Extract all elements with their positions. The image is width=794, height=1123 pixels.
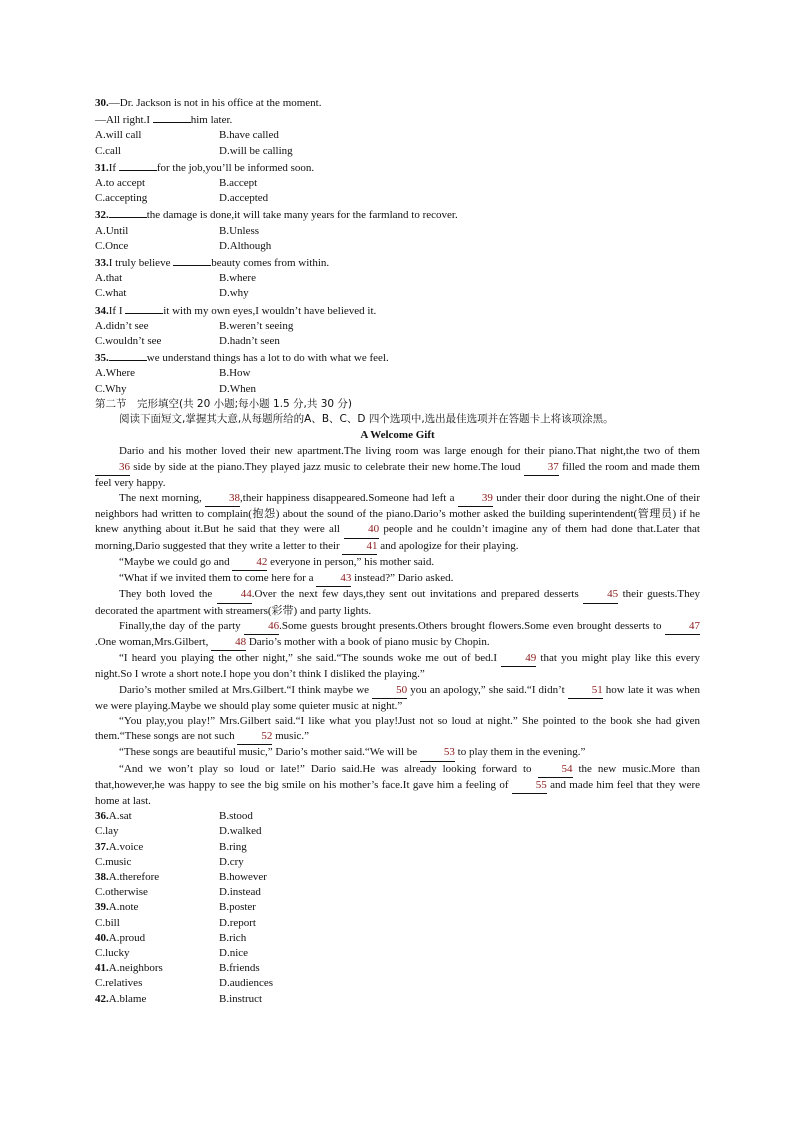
- blank-44[interactable]: 44: [217, 587, 252, 603]
- option-b[interactable]: B.where: [219, 272, 256, 285]
- question-stem: for the job,you’ll be informed soon.: [156, 161, 315, 174]
- blank-50[interactable]: 50: [372, 683, 407, 699]
- question-37: [95, 840, 700, 870]
- option-d[interactable]: D.instead: [219, 886, 261, 899]
- passage-paragraph: Dario’s mother smiled at Mrs.Gilbert.“I think maybe we 50 you an apology,” she said.“I didn’t 51 how late it was when we were playing.Maybe we should play some quieter music at night.”: [95, 683, 700, 712]
- passage-paragraph: “Maybe we could go and 42 everyone in person,” his mother said.: [95, 555, 700, 571]
- exam-page: [95, 96, 700, 1007]
- question-stem: it with my own eyes,I wouldn’t have believed it.: [163, 304, 377, 317]
- option-c[interactable]: C.relatives: [95, 977, 143, 990]
- blank-55[interactable]: 55: [512, 778, 547, 794]
- option-d[interactable]: D.When: [219, 382, 256, 395]
- passage-paragraph: “These songs are beautiful music,” Dario’s mother said.“We will be 53 to play them in the evening.”: [95, 745, 700, 761]
- option-b[interactable]: B.How: [219, 367, 251, 380]
- option-a[interactable]: A.to accept: [95, 177, 146, 190]
- question-38: [95, 870, 700, 900]
- option-c[interactable]: C.lay: [95, 825, 119, 838]
- option-a[interactable]: A.didn’t see: [95, 319, 149, 332]
- passage-paragraph: “What if we invited them to come here for a 43 instead?” Dario asked.: [95, 571, 700, 587]
- option-b[interactable]: B.rich: [219, 931, 247, 944]
- option-d[interactable]: D.walked: [219, 825, 262, 838]
- question-39: [95, 900, 700, 930]
- question-stem: I truly believe: [108, 257, 174, 270]
- answer-blank[interactable]: [119, 159, 157, 171]
- option-d[interactable]: D.accepted: [219, 192, 269, 205]
- blank-46[interactable]: 46: [244, 619, 279, 635]
- option-d[interactable]: D.hadn’t seen: [219, 335, 280, 348]
- question-number: 38.: [95, 870, 109, 883]
- option-b[interactable]: B.however: [219, 870, 267, 883]
- option-c[interactable]: C.otherwise: [95, 886, 148, 899]
- blank-51[interactable]: 51: [568, 683, 603, 699]
- option-c[interactable]: C.accepting: [95, 192, 148, 205]
- question-number: 36.: [95, 810, 109, 823]
- passage-paragraph: “I heard you playing the other night,” she said.“The sounds woke me out of bed.I 49 that you might play like this every night.So I wrote a short note.I hope you don’t think I disliked the playing.”: [95, 652, 700, 681]
- question-stem: If: [108, 161, 119, 174]
- option-c[interactable]: C.Once: [95, 239, 129, 252]
- question-number: 30.: [95, 97, 109, 109]
- option-a[interactable]: A.voice: [108, 840, 144, 853]
- question-33: [95, 254, 700, 302]
- option-a[interactable]: A.sat: [108, 810, 132, 823]
- blank-54[interactable]: 54: [538, 762, 573, 778]
- question-stem: we understand things has a lot to do with what we feel.: [146, 352, 389, 365]
- question-30: [95, 96, 700, 159]
- question-number: 31.: [95, 161, 109, 174]
- answer-blank[interactable]: [109, 206, 147, 218]
- question-32: [95, 206, 700, 254]
- question-36: [95, 809, 700, 839]
- option-b[interactable]: B.stood: [219, 810, 253, 823]
- question-number: 33.: [95, 257, 109, 270]
- question-number: 39.: [95, 901, 109, 914]
- blank-41[interactable]: 41: [342, 539, 377, 555]
- question-stem: —Dr. Jackson is not in his office at the moment.: [108, 97, 322, 109]
- option-b[interactable]: B.instruct: [219, 992, 263, 1005]
- blank-48[interactable]: 48: [211, 635, 246, 651]
- blank-47[interactable]: 47: [665, 619, 700, 635]
- question-number: 35.: [95, 352, 109, 365]
- blank-42[interactable]: 42: [232, 555, 267, 571]
- option-c[interactable]: C.music: [95, 855, 132, 868]
- option-d[interactable]: D.why: [219, 287, 249, 300]
- question-34: [95, 302, 700, 350]
- blank-43[interactable]: 43: [316, 571, 351, 587]
- question-40: [95, 931, 700, 961]
- question-41: [95, 961, 700, 991]
- question-stem: the damage is done,it will take many years for the farmland to recover.: [146, 209, 458, 222]
- option-c[interactable]: C.wouldn’t see: [95, 335, 162, 348]
- question-number: 40.: [95, 931, 109, 944]
- question-number: 32.: [95, 209, 109, 222]
- section-heading: 第二节 完形填空(共 20 小题;每小题 1.5 分,共 30 分): [95, 397, 353, 410]
- passage-paragraph: Finally,the day of the party 46.Some guests brought presents.Others brought flowers.Some even brought desserts to 47.One woman,Mrs.Gilbert, 48 Dario’s mother with a book of piano music by Chopin.: [95, 619, 700, 651]
- option-b[interactable]: B.poster: [219, 901, 256, 914]
- question-stem: —All right.I: [95, 114, 153, 127]
- option-b[interactable]: B.Unless: [219, 224, 260, 237]
- question-number: 41.: [95, 962, 109, 975]
- question-35: [95, 349, 700, 397]
- option-a[interactable]: A.neighbors: [108, 962, 163, 975]
- option-a[interactable]: A.blame: [108, 992, 147, 1005]
- answer-blank[interactable]: [173, 254, 211, 266]
- option-d[interactable]: D.Although: [219, 239, 272, 252]
- question-number: 42.: [95, 992, 109, 1005]
- answer-blank[interactable]: [125, 302, 163, 314]
- option-a[interactable]: A.that: [95, 272, 123, 285]
- blank-40[interactable]: 40: [344, 522, 379, 538]
- option-d[interactable]: D.report: [219, 916, 256, 929]
- blank-38[interactable]: 38: [205, 491, 240, 507]
- passage-paragraph: “And we won’t play so loud or late!” Dario said.He was already looking forward to 54 the new music.More than that,however,he was happy to see the big smile on his mother’s face.It gave him a feeling of 55 and made him feel that they were home at last.: [95, 762, 700, 807]
- question-stem: If I: [108, 304, 126, 317]
- question-42: [95, 992, 700, 1007]
- option-d[interactable]: D.audiences: [219, 977, 274, 990]
- option-c[interactable]: C.call: [95, 144, 121, 157]
- blank-49[interactable]: 49: [501, 651, 536, 667]
- option-c[interactable]: C.lucky: [95, 946, 130, 959]
- blank-36[interactable]: 36: [95, 460, 130, 476]
- question-31: [95, 159, 700, 207]
- option-a[interactable]: A.note: [108, 901, 139, 914]
- blank-37[interactable]: 37: [524, 460, 559, 476]
- option-d[interactable]: D.nice: [219, 946, 249, 959]
- passage-paragraph: The next morning, 38,their happiness disappeared.Someone had left a 39 under their door during the night.One of their neighbors had written to complain(抱怨) about the sound of the piano.Dario’s mother asked the building superintendent(管理员) if he knew anything about it.But he said that they were all 40 people and he couldn’t imagine any of them had done that.Later that morning,Dario suggested that they write a letter to their 41 and apologize for their playing.: [95, 491, 700, 555]
- option-a[interactable]: A.Until: [95, 224, 129, 237]
- passage-paragraph: “You play,you play!” Mrs.Gilbert said.“I like what you play!Just not so loud at night.” She pointed to the book she had given them.“These songs are not such 52 music.”: [95, 714, 700, 745]
- option-c[interactable]: C.bill: [95, 916, 120, 929]
- option-c[interactable]: C.what: [95, 287, 127, 300]
- option-c[interactable]: C.Why: [95, 382, 127, 395]
- answer-blank[interactable]: [109, 349, 147, 361]
- passage-paragraph: They both loved the 44.Over the next few days,they sent out invitations and prepared desserts 45 their guests.They decorated the apartment with streamers(彩带) and party lights.: [95, 588, 700, 617]
- option-a[interactable]: A.therefore: [108, 870, 160, 883]
- section-instruction: 阅读下面短文,掌握其大意,从每题所给的A、B、C、D 四个选项中,选出最佳选项并在答题卡上将该项涂黑。: [119, 413, 614, 426]
- blank-52[interactable]: 52: [237, 729, 272, 745]
- option-d[interactable]: D.will be calling: [219, 144, 293, 157]
- answer-blank[interactable]: [153, 111, 191, 123]
- blank-45[interactable]: 45: [583, 587, 618, 603]
- question-number: 34.: [95, 304, 109, 317]
- question-stem: him later.: [190, 114, 233, 127]
- option-d[interactable]: D.cry: [219, 855, 244, 868]
- passage-title: A Welcome Gift: [360, 429, 435, 442]
- option-a[interactable]: A.proud: [108, 931, 146, 944]
- option-b[interactable]: B.ring: [219, 840, 247, 853]
- option-a[interactable]: A.will call: [95, 129, 142, 142]
- option-b[interactable]: B.have called: [219, 129, 279, 142]
- option-b[interactable]: B.weren’t seeing: [219, 319, 294, 332]
- option-a[interactable]: A.Where: [95, 367, 136, 380]
- option-b[interactable]: B.friends: [219, 962, 260, 975]
- question-stem: beauty comes from within.: [211, 257, 330, 270]
- blank-39[interactable]: 39: [458, 491, 493, 507]
- passage-paragraph: Dario and his mother loved their new apartment.The living room was large enough for their piano.That night,the two of them 36 side by side at the piano.They played jazz music to celebrate their new home.The loud 37 filled the room and made them feel very happy.: [95, 445, 700, 489]
- question-number: 37.: [95, 840, 109, 853]
- blank-53[interactable]: 53: [420, 745, 455, 761]
- option-b[interactable]: B.accept: [219, 177, 258, 190]
